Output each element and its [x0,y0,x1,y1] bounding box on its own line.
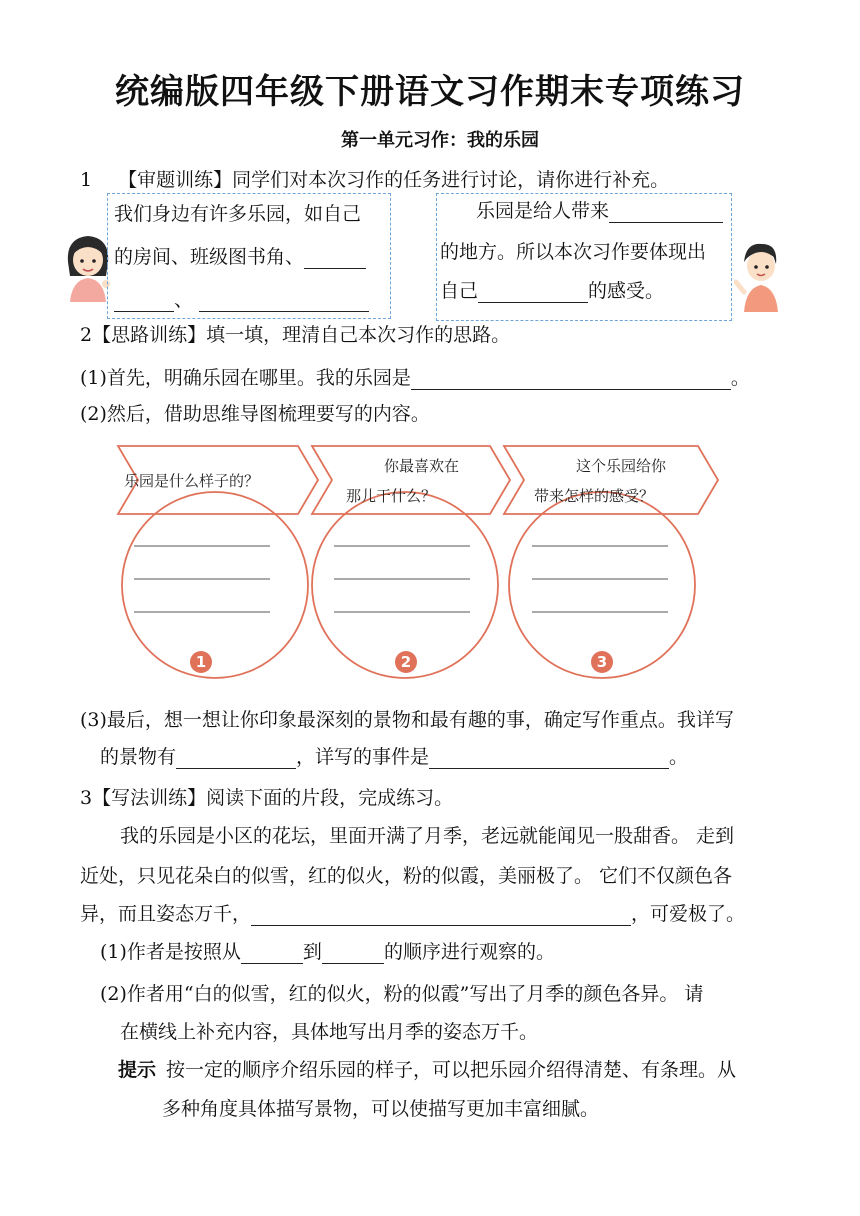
q1-text: 同学们对本次习作的任务进行讨论，请你进行补充。 [232,169,670,191]
badge-number-1: 1 [195,653,207,671]
blank-q3-from[interactable] [241,943,303,964]
q3-sub1: (1)作者是按照从 到 的顺序进行观察的。 [100,941,555,963]
q1-right-line3: 自己 的感受。 [440,280,665,302]
q2-step3-line1: (3)最后，想一想让你印象最深刻的景物和最有趣的事，确定写作重点。我详写 [80,709,734,731]
q1-tag: 【审题训练】 [118,169,233,191]
tip-label: 提示 [118,1059,157,1081]
blank-q1-place-1[interactable] [304,248,366,269]
arrow-label-1-line1: 乐园是什么样子的？ [124,472,260,490]
circle-1 [122,492,308,678]
circle-2 [312,492,498,678]
q3-heading: 3【写法训练】阅读下面的片段，完成练习。 [80,787,454,809]
q3-sub2-line1: (2)作者用“白的似雪，红的似火，粉的似霞”写出了月季的颜色各异。 请 [100,983,704,1005]
q1-left-line3: 、 [114,288,369,312]
blank-q1-place-3[interactable] [199,291,369,312]
blank-q2-my-place[interactable] [411,369,731,390]
boy-illustration-icon [734,238,786,314]
arrow-label-3-line1: 这个乐园给你 [576,457,667,475]
blank-q1-place-2[interactable] [114,291,174,312]
badge-number-2: 2 [400,653,412,671]
q3-passage-line1: 我的乐园是小区的花坛，里面开满了月季，老远就能闻见一股甜香。 走到 [120,825,735,847]
arrow-label-3-line2: 带来怎样的感受？ [534,487,655,505]
q2-step3-line2: 的景物有 ，详写的事件是 。 [100,746,689,768]
page-title: 统编版四年级下册语文习作期末专项练习 [115,72,745,112]
mind-map-diagram [112,440,722,680]
blank-q3-to[interactable] [322,943,384,964]
q1-right-line2: 的地方。所以本次习作要体现出 [440,241,707,263]
blank-q1-bring[interactable] [609,202,723,223]
blank-q2-event[interactable] [429,748,669,769]
badge-number-3: 3 [596,653,608,671]
q1-number: 1 [80,169,93,191]
page-subtitle: 第一单元习作：我的乐园 [341,130,539,151]
q3-passage-line2: 近处，只见花朵白的似雪，红的似火，粉的似霞，美丽极了。 它们不仅颜色各 [80,865,733,887]
q3-tip-line2: 多种角度具体描写景物，可以使描写更加丰富细腻。 [162,1098,600,1120]
q1-right-line1: 乐园是给人带来 [476,199,723,223]
q2-heading: 2【思路训练】填一填，理清自己本次习作的思路。 [80,324,511,346]
q3-passage-line3: 异，而且姿态万千， ，可爱极了。 [80,903,746,925]
q3-sub2-line2: 在横线上补充内容，具体地写出月季的姿态万千。 [120,1021,539,1043]
arrow-label-2-line1: 你最喜欢在 [384,457,460,475]
q2-step1: (1)首先，明确乐园在哪里。我的乐园是 。 [80,367,750,389]
q1-heading [80,168,669,192]
q1-left-line1: 我们身边有许多乐园，如自己 [114,203,362,225]
circle-3 [509,492,695,678]
blank-q2-scenery[interactable] [176,748,296,769]
blank-q3-posture[interactable] [251,905,631,926]
q1-left-line2: 的房间、班级图书角、 [114,245,366,269]
q3-tip-line1: 提示 按一定的顺序介绍乐园的样子，可以把乐园介绍得清楚、有条理。从 [118,1059,737,1081]
blank-q1-feeling[interactable] [478,282,588,303]
q2-step2: (2)然后，借助思维导图梳理要写的内容。 [80,403,430,425]
arrow-label-2-line2: 那儿干什么？ [346,487,437,505]
